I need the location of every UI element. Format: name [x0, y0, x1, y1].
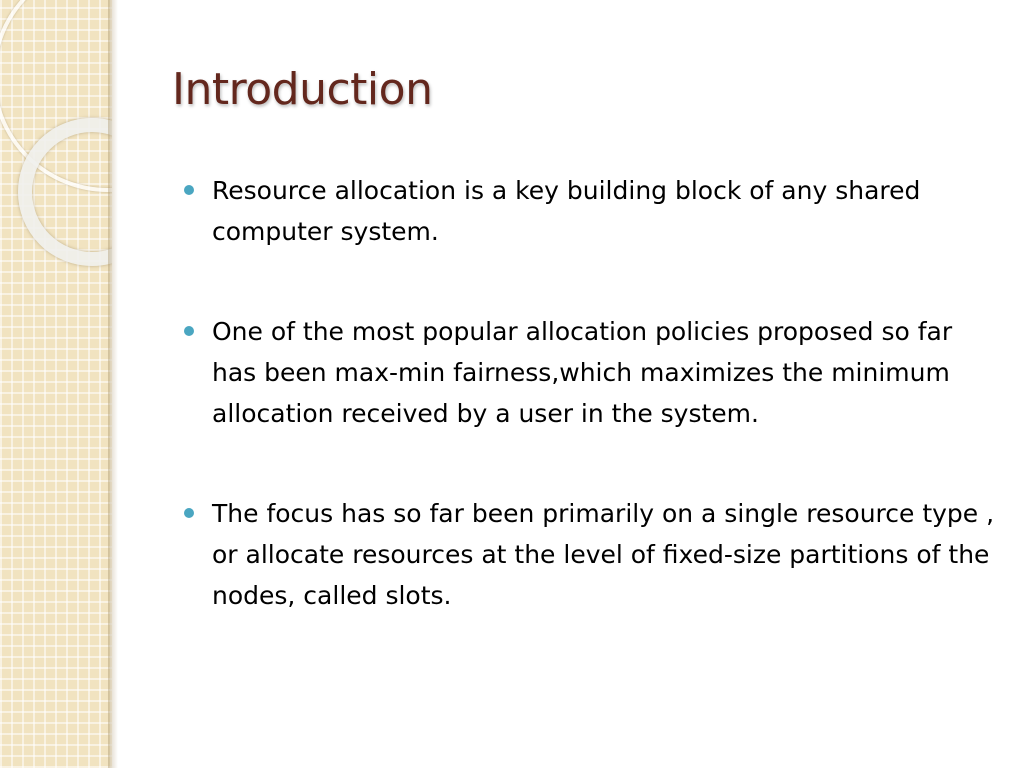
bullet-item: [212, 493, 1002, 616]
decorative-side-panel: [0, 0, 112, 768]
slide-title: Introduction: [172, 64, 433, 115]
bullet-item: [212, 311, 1002, 434]
side-panel-shadow: [108, 0, 118, 768]
bullet-item: [212, 170, 1002, 252]
bullet-list: [212, 170, 1002, 675]
bullet-text: One of the most popular allocation policies proposed so far has been max-min fairness,which maximizes the minimum allocation received by a user in the system.: [212, 317, 953, 428]
bullet-text: The focus has so far been primarily on a single resource type , or allocate resources at the level of fixed-size partitions of the nodes, called slots.: [212, 499, 995, 610]
bullet-marker-icon: [184, 185, 194, 195]
bullet-text: Resource allocation is a key building block of any shared computer system.: [212, 176, 921, 246]
bullet-marker-icon: [184, 508, 194, 518]
bullet-marker-icon: [184, 326, 194, 336]
